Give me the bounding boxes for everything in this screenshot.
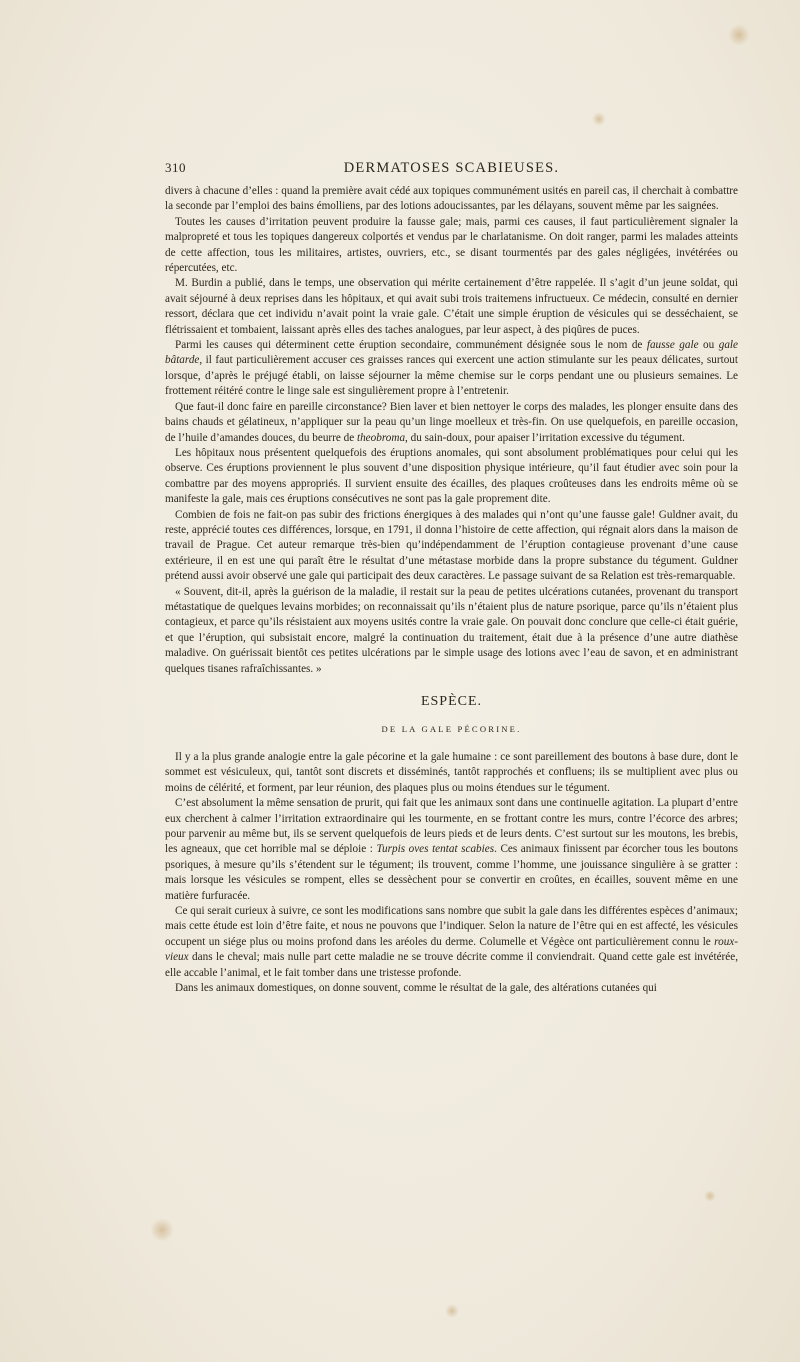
- foxing-stain: [445, 1304, 459, 1318]
- paragraph: M. Burdin a publié, dans le temps, une observation qui mérite certainement d’être rappelée. Il s’agit d’un jeune soldat, qui avait séjourné à deux reprises dans les hôpitaux, et qui avait subi trois traitemens infructueux. Ce médecin, consulté en dernier ressort, déclara que cet individu n’avait point la vraie gale. C’était une simple éruption de vésicules qui se desséchaient, se flétrissaient et tombaient, laissant après elles des taches analogues, par leur aspect, à des piqûres de puces.: [165, 277, 738, 336]
- italic-term: fausse gale: [646, 339, 699, 352]
- text-run: , il faut particulièrement accuser ces graisses rances qui exercent une action stimulante sur les peaux délicates, surtout lorsque, d’après le préjugé établi, on laisse séjourner la même chemise sur le corps pendant une ou plusieurs semaines. Le frottement réitéré contre le linge sale est singulièrement propre à l’entretenir.: [165, 354, 738, 398]
- paragraph: [165, 796, 738, 904]
- italic-term: roux-vieux: [165, 935, 738, 964]
- paragraph: [165, 338, 738, 400]
- text-run: . Ces animaux finissent par écorcher tous les boutons psoriques, à mesure qu’ils s’étendent sur le tégument; ils trouvent, comme l’homme, une jouissance singulière à se gratter : mais lorsque les vésicules se rompent, elles se dessèchent pour se convertir en croûtes, en écailles, souvent même en une matière furfuracée.: [165, 843, 738, 902]
- text-block: [165, 158, 738, 997]
- running-head: [165, 158, 738, 180]
- foxing-stain: [728, 24, 750, 46]
- paragraph: divers à chacune d’elles : quand la première avait cédé aux topiques communément usités en pareil cas, il cherchait à combattre la seconde par l’emploi des bains émolliens, par des lotions adoucissantes, par les délayans, souvent même par les saignées.: [165, 185, 738, 213]
- text-run: Que faut-il donc faire en pareille circonstance? Bien laver et bien nettoyer le corps des malades, les plonger ensuite dans des bains chauds et gélatineux, n’appliquer sur la peau qu’un linge moelleux et très-fin. On use quelquefois, en pareille occasion, de l’huile d’amandes douces, du beurre de: [165, 400, 738, 444]
- italic-quote: Turpis oves tentat scabies: [376, 843, 495, 856]
- quoted-paragraph: « Souvent, dit-il, après la guérison de la maladie, il restait sur la peau de petites ulcérations cutanées, provenant du transport métastatique de quelques levains morbides; on reconnaissait qu’ils n’étaient plus de nature psorique, parce qu’ils n’étaient plus contagieux, et parce qu’ils résistaient aux moyens usités contre la vraie gale. On pouvait donc conclure que celle-ci était guérie, et que l’éruption, qui subsistait encore, malgré la continuation du traitement, était due à la présence d’une autre diathèse maladive. On guérissait bientôt ces petites ulcérations par le simple usage des lotions avec l’eau de savon, et en administrant quelques tisanes rafraîchissantes. »: [165, 585, 738, 675]
- italic-term: theobroma: [356, 431, 406, 444]
- paragraph: Combien de fois ne fait-on pas subir des frictions énergiques à des malades qui n’ont qu’une fausse gale! Guldner avait, du reste, apprécié toutes ces différences, lorsque, en 1791, il donna l’histoire de cette affection, qui régnait alors dans la maison de travail de Prague. Cet auteur remarque très-bien qu’indépendamment de l’éruption contagieuse provenant d’une cause extérieure, il en est une qui paraît être le résultat d’une métastase morbide dans la propre substance du tégument. Guldner prétend aussi avoir observé une gale qui participait des deux caractères. Le passage suivant de sa Relation est très-remarquable.: [165, 508, 738, 583]
- text-run: , du sain-doux, pour apaiser l’irritation excessive du tégument.: [405, 431, 685, 444]
- foxing-stain: [704, 1190, 716, 1202]
- text-run: Parmi les causes qui déterminent cette éruption secondaire, communément désignée sous le nom de: [175, 339, 647, 352]
- section-title: ESPÈCE.: [420, 694, 483, 709]
- foxing-stain: [150, 1218, 174, 1242]
- text-run: ou: [698, 339, 719, 352]
- foxing-stain: [592, 112, 606, 126]
- paragraph: [165, 904, 738, 981]
- page-number: 310: [165, 160, 186, 175]
- text-run: Ce qui serait curieux à suivre, ce sont les modifications sans nombre que subit la gale dans les différentes espèces d’animaux; mais cette étude est loin d’être faite, et nous ne pouvons que l’indiquer. Selon la nature de l’être qui en est affecté, les vésicules occupent un siége plus ou moins profond dans les aréoles du derme. Columelle et Végèce ont particulièrement connu le: [165, 905, 738, 948]
- paragraph: Dans les animaux domestiques, on donne souvent, comme le résultat de la gale, des altérations cutanées qui: [175, 982, 657, 995]
- text-run: C’est absolument la même sensation de prurit, qui fait que les animaux sont dans une continuelle agitation. La plupart d’entre eux cherchent à calmer l’irritation extraordinaire qui les tourmente, en se frottant contre les murs, contre l’écorce des arbres; pour parvenir au même but, ils se servent quelquefois de leurs pieds et de leurs dents. C’est surtout sur les moutons, les brebis, les agneaux, que cet horrible mal se déploie :: [165, 797, 738, 856]
- paragraph: Il y a la plus grande analogie entre la gale pécorine et la gale humaine : ce sont pareillement des boutons à base dure, dont le sommet est vésiculeux, qui, tantôt sont discrets et disséminés, tantôt rapprochés et confluens; ils se multiplient avec plus ou moins de célérité, et forment, par leur réunion, des plaques plus ou moins étendues sur le tégument.: [165, 751, 738, 794]
- paragraph: [165, 400, 738, 446]
- italic-term: gale bâtarde: [165, 339, 738, 367]
- paragraph: Toutes les causes d’irritation peuvent produire la fausse gale; mais, parmi ces causes, il faut particulièrement signaler la malpropreté et tous les topiques dangereux colportés et vendus par le charlatanisme. On doit ranger, parmi les malades atteints de cette affection, tous les militaires, artistes, ouvriers, etc., se disant tourmentés par des gales négligées, invétérées ou répercutées, etc.: [165, 215, 738, 275]
- text-run: dans le cheval; mais nulle part cette maladie ne se trouve décrite comme il conviendrait. Quand cette gale est invétérée, elle accable l’animal, et le fait tomber dans une tristesse profonde.: [165, 951, 738, 979]
- section-subtitle: DE LA GALE PÉCORINE.: [381, 724, 522, 734]
- running-title: DERMATOSES SCABIEUSES.: [343, 160, 560, 176]
- paragraph: Les hôpitaux nous présentent quelquefois des éruptions anomales, qui sont absolument problématiques pour celui qui les observe. Ces éruptions proviennent le plus souvent d’une disposition physique intérieure, qu’il faut étudier avec soin pour la combattre par des moyens appropriés. Il survient ensuite des écailles, des plaques croûteuses dans les endroits même où se manifeste la gale, mais ces éruptions consécutives ne sont pas la gale proprement dite.: [165, 446, 738, 506]
